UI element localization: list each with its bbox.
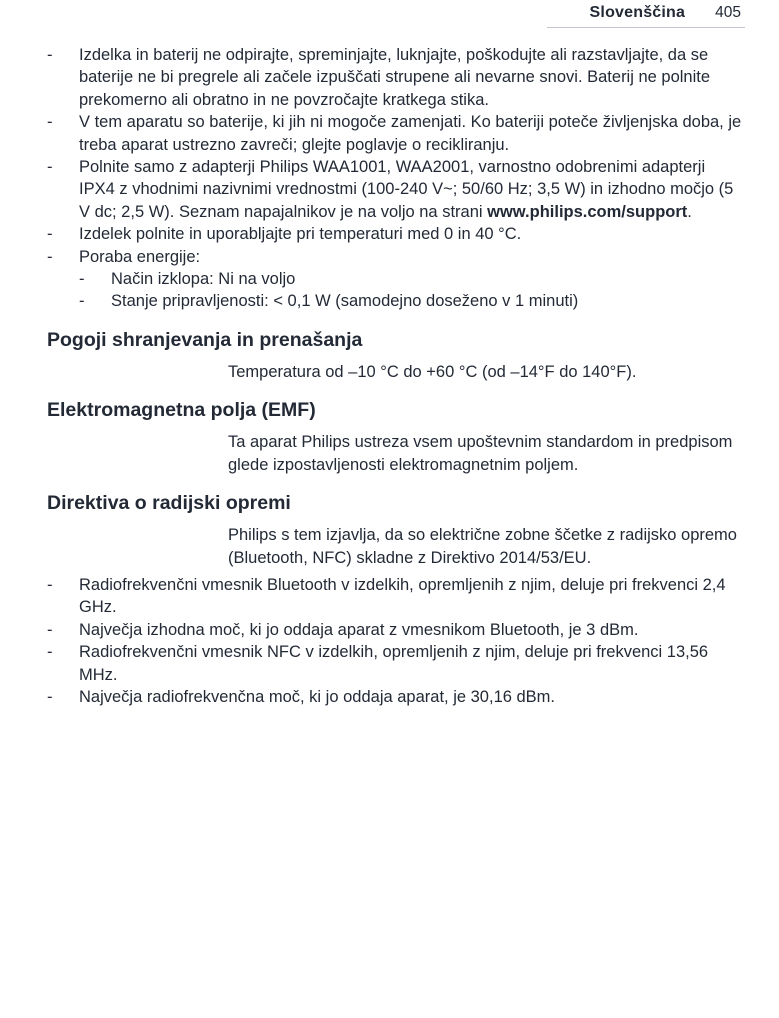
energy-sublist xyxy=(79,268,745,313)
section-body-storage: Temperatura od –10 °C do +60 °C (od –14°F do 140°F). xyxy=(228,362,637,381)
list-item xyxy=(47,574,745,619)
list-item xyxy=(47,686,745,708)
support-url-text: www.philips.com/support xyxy=(487,202,688,221)
header-language: Slovenščina xyxy=(589,4,686,21)
page-content xyxy=(47,28,745,708)
list-item-text: Izdelek polnite in uporabljajte pri temperaturi med 0 in 40 °C. xyxy=(79,225,522,244)
energy-consumption-label: Poraba energije: xyxy=(79,247,201,266)
list-item xyxy=(47,619,745,641)
section-title-emf: Elektromagnetna polja (EMF) xyxy=(47,399,316,422)
dash-marker: - xyxy=(47,225,53,244)
dash-marker: - xyxy=(47,620,53,639)
dash-marker: - xyxy=(79,270,85,289)
list-item-text: Največja radiofrekvenčna moč, ki jo oddaja aparat, je 30,16 dBm. xyxy=(79,687,556,706)
list-item-text xyxy=(79,246,745,313)
sub-list-item xyxy=(79,268,745,290)
dash-marker: - xyxy=(47,46,53,64)
sub-list-item-text: Način izklopa: Ni na voljo xyxy=(111,270,296,289)
page-header xyxy=(47,4,745,22)
list-item-text: Največja izhodna moč, ki jo oddaja aparat z vmesnikom Bluetooth, je 3 dBm. xyxy=(79,620,639,639)
radio-equipment-list xyxy=(47,574,745,708)
dash-marker: - xyxy=(47,575,53,594)
list-item-text-after: . xyxy=(687,202,692,221)
dash-marker: - xyxy=(79,292,85,311)
sub-list-item-text: Stanje pripravljenosti: < 0,1 W (samodejno doseženo v 1 minuti) xyxy=(111,292,579,311)
list-item-text-before: Polnite samo z adapterji Philips WAA1001, WAA2001, varnostno odobrenimi adapterji IPX4 z vhodnimi nazivnimi vrednostmi (100-240 V~; 50/60 Hz; 3,5 W) in izhodno močjo (5 V dc; 2,5 W). Seznam napajalnikov je na voljo na strani xyxy=(79,158,734,221)
dash-marker: - xyxy=(47,158,53,177)
dash-marker: - xyxy=(47,643,53,662)
sub-list-item xyxy=(79,290,745,312)
list-item xyxy=(47,156,745,223)
list-item-text xyxy=(79,156,745,223)
battery-safety-list xyxy=(47,44,745,313)
section-title-radio: Direktiva o radijski opremi xyxy=(47,492,291,515)
dash-marker: - xyxy=(47,687,53,706)
dash-marker: - xyxy=(47,113,53,132)
section-body-emf: Ta aparat Philips ustreza vsem upoštevnim standardom in predpisom glede izpostavljenosti elektromagnetnim poljem. xyxy=(228,433,733,474)
list-item xyxy=(47,246,745,313)
section-body-radio: Philips s tem izjavlja, da so električne zobne ščetke z radijsko opremo (Bluetooth, NFC) skladne z Direktivo 2014/53/EU. xyxy=(228,526,737,567)
list-item-text: Radiofrekvenčni vmesnik Bluetooth v izdelkih, opremljenih z njim, deluje pri frekvenci 2,4 GHz. xyxy=(79,575,726,617)
list-item xyxy=(47,641,745,686)
list-item-text: Izdelka in baterij ne odpirajte, spreminjajte, luknjajte, poškodujte ali razstavljajte, da se baterije ne bi pregrele ali začele izpuščati strupene ali nevarne snovi. Baterij ne polnite prekomerno ali obratno in ne povzročajte kratkega stika. xyxy=(79,46,711,109)
list-item xyxy=(47,111,745,156)
header-page-number: 405 xyxy=(715,4,741,21)
dash-marker: - xyxy=(47,247,53,266)
list-item-text: V tem aparatu so baterije, ki jih ni mogoče zamenjati. Ko bateriji poteče življenjska doba, je treba aparat ustrezno zavreči; glejte poglavje o recikliranju. xyxy=(79,113,742,154)
list-item xyxy=(47,44,745,111)
list-item-text: Radiofrekvenčni vmesnik NFC v izdelkih, opremljenih z njim, deluje pri frekvenci 13,56 MHz. xyxy=(79,643,709,684)
list-item xyxy=(47,223,745,245)
section-title-storage: Pogoji shranjevanja in prenašanja xyxy=(47,328,363,351)
